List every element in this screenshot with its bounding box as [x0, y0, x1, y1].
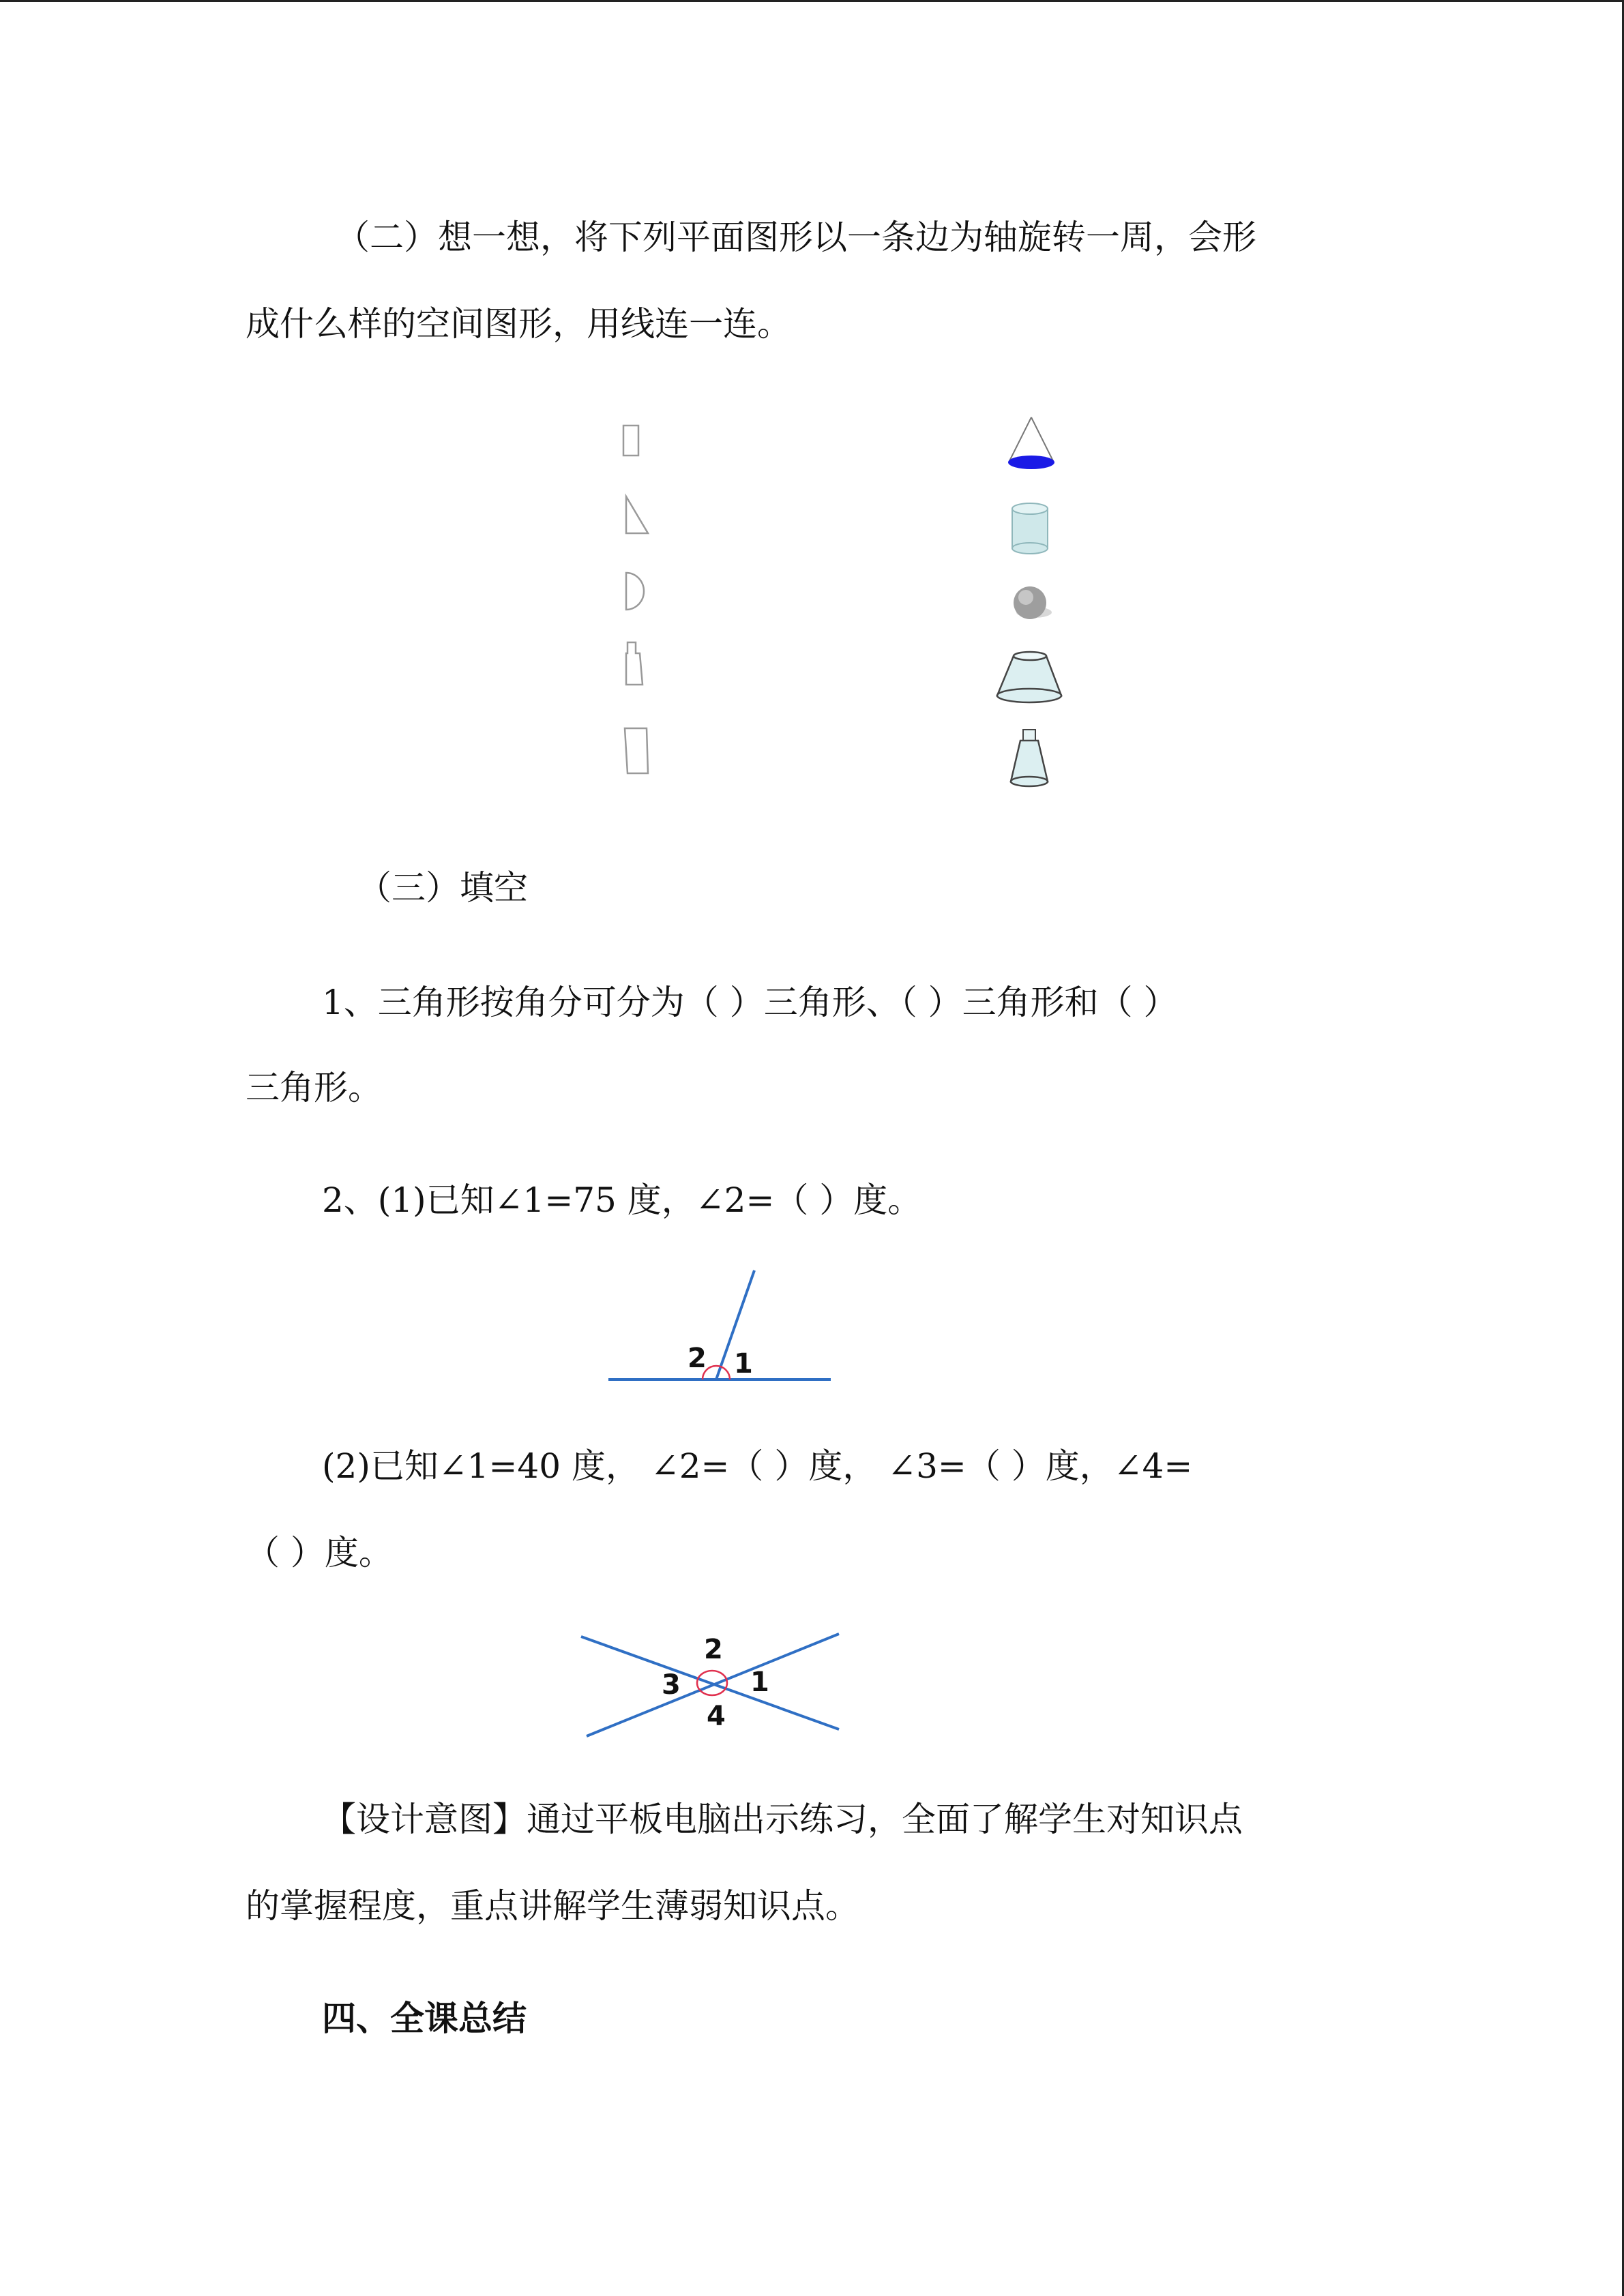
question2-part2-line2: （ ）度。	[246, 1533, 393, 1572]
design-intent-line1: 【设计意图】通过平板电脑出示练习，全面了解学生对知识点	[322, 1800, 1243, 1839]
question1-line2: 三角形。	[246, 1068, 382, 1107]
angle-figure-1	[600, 1265, 846, 1388]
sphere-solid	[1014, 586, 1052, 619]
right-triangle-shape	[626, 496, 648, 533]
angle-label-1: 1	[734, 1348, 753, 1380]
matching-figures	[600, 402, 1091, 798]
cone-solid	[1008, 417, 1054, 469]
angle-label-top: 2	[704, 1634, 723, 1665]
rectangle-shape	[623, 426, 638, 456]
angle-label-left: 3	[662, 1669, 681, 1701]
angle-figure-2	[573, 1623, 846, 1746]
angle-label-right: 1	[750, 1667, 769, 1698]
trapezoid-shape	[625, 728, 648, 773]
section4-title: 四、全课总结	[322, 1998, 527, 2038]
plane-shapes	[623, 426, 648, 773]
question2-part1: 2、(1)已知∠1=75 度，∠2=（ ）度。	[322, 1180, 922, 1220]
solid-shapes	[997, 417, 1061, 786]
section2-line2: 成什么样的空间图形，用线连一连。	[246, 304, 791, 344]
cylinder-solid	[1012, 503, 1048, 554]
angle-label-2: 2	[688, 1343, 707, 1374]
section3-title: （三）填空	[357, 868, 528, 908]
frustum-with-cylinder-solid	[1011, 730, 1048, 786]
question1-line1: 1、三角形按角分可分为（ ）三角形、（ ）三角形和（ ）	[322, 983, 1178, 1022]
section2-line1: （二）想一想，将下列平面图形以一条边为轴旋转一周，会形	[336, 218, 1256, 257]
question2-part2-line1: (2)已知∠1=40 度， ∠2=（ ）度， ∠3=（ ）度，∠4=	[322, 1446, 1193, 1486]
angle-label-bottom: 4	[707, 1701, 726, 1732]
semicircle-shape	[626, 573, 644, 610]
page-top-border	[0, 0, 1624, 2]
design-intent-line2: 的掌握程度，重点讲解学生薄弱知识点。	[246, 1886, 859, 1926]
stepped-shape	[626, 642, 643, 685]
frustum-solid	[997, 652, 1061, 702]
